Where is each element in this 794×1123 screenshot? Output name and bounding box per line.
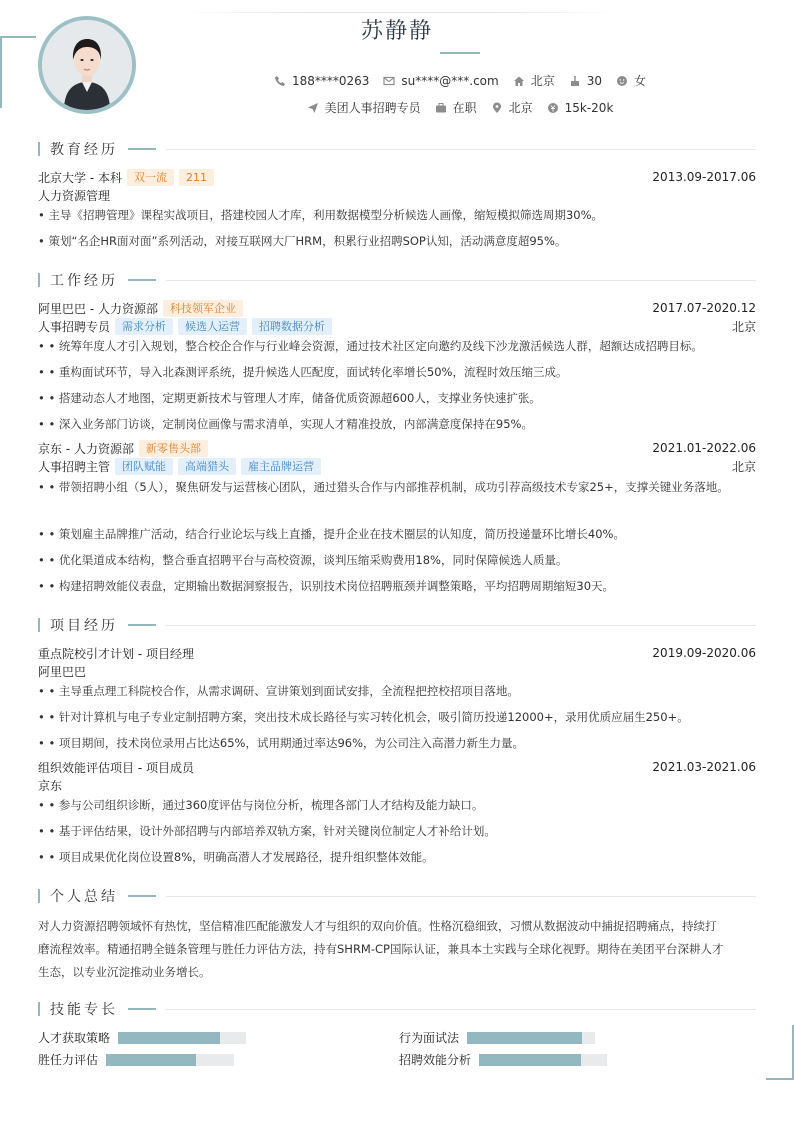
work-header: [38, 271, 756, 289]
job-bullet: • • 统筹年度人才引入规划，整合校企合作与行业峰会资源，通过技术社区定向邀约及线下沙龙激活候选人群，超额达成招聘目标。: [38, 339, 703, 353]
section-bar: [38, 889, 40, 903]
job-location: 北京: [731, 459, 756, 474]
project-bullet: • • 基于评估结果，设计外部招聘与内部培养双轨方案，针对关键岗位制定人才补给计划。: [38, 824, 496, 838]
email-item: [383, 72, 498, 89]
job-position: 人事招聘主管: [38, 459, 111, 474]
section-dash: [128, 895, 156, 897]
skills-header: [38, 1000, 756, 1018]
skill-name: 行为面试法: [399, 1031, 460, 1045]
section-divider: [166, 149, 756, 150]
project-bullet: • • 针对计算机与电子专业定制招聘方案，突出技术成长路径与实习转化机会，吸引简历投递12000+，录用优质应届生250+。: [38, 710, 689, 724]
gender-item: [616, 72, 646, 89]
education-section: [38, 140, 756, 252]
salary-item: [547, 99, 614, 116]
city-text: 北京: [530, 74, 555, 88]
section-title: 个人总结: [50, 889, 118, 905]
age-item: [569, 72, 602, 89]
job-bullet: • • 深入业务部门访谈，定制岗位画像与需求清单，实现人才精准投放，内部满意度保持在95%。: [38, 417, 533, 431]
job-intent-row: [0, 99, 794, 116]
education-period: 2013.09-2017.06: [652, 170, 756, 184]
company-tag: 科技领军企业: [163, 300, 243, 317]
job-bullet: • • 搭建动态人才地图，定期更新技术与管理人才库，储备优质资源超600人，支撑业务快速扩张。: [38, 391, 541, 405]
cake-icon: [569, 75, 581, 87]
project-title-row: [38, 644, 756, 662]
skill-tag: 团队赋能: [115, 458, 173, 475]
section-title: 教育经历: [50, 142, 118, 158]
home-icon: [513, 75, 525, 87]
project-org: 阿里巴巴: [38, 664, 87, 679]
project-period: 2021.03-2021.06: [652, 760, 756, 774]
money-icon: [547, 102, 559, 114]
project-name: 组织效能评估项目 - 项目成员: [38, 760, 194, 775]
school-tag: 双一流: [127, 169, 174, 186]
skill-tag: 候选人运营: [178, 318, 247, 335]
skill-name: 胜任力评估: [38, 1053, 99, 1067]
job-bullet: • • 重构面试环节，导入北森测评系统，提升候选人匹配度，面试转化率增长50%，流程时效压缩三成。: [38, 365, 568, 379]
phone-item: [274, 72, 369, 89]
project-name: 重点院校引才计划 - 项目经理: [38, 646, 194, 661]
skill-bar-track: [479, 1054, 607, 1066]
education-bullet: • 主导《招聘管理》课程实战项目，搭建校园人才库，利用数据模型分析候选人画像，缩短模拟筛选周期30%。: [38, 208, 604, 222]
company-name: 阿里巴巴 - 人力资源部: [38, 301, 158, 316]
gender-text: 女: [634, 74, 647, 88]
projects-section: [38, 616, 756, 870]
section-dash: [128, 1008, 156, 1010]
skill-bar-fill: [479, 1054, 581, 1066]
section-dash: [128, 148, 156, 150]
projects-header: [38, 616, 756, 634]
section-divider: [166, 896, 756, 897]
section-bar: [38, 273, 40, 287]
status-text: 在职: [452, 101, 477, 115]
email-icon: [383, 75, 395, 87]
summary-header: [38, 887, 756, 905]
skill-bar-fill: [467, 1032, 582, 1044]
project-bullet: • • 项目期间，技术岗位录用占比达65%，试用期通过率达96%，为公司注入高潜力新生力量。: [38, 736, 525, 750]
project-bullet: • • 参与公司组织诊断，通过360度评估与岗位分析，梳理各部门人才结构及能力缺口。: [38, 798, 484, 812]
target-job-item: [307, 99, 421, 116]
section-bar: [38, 618, 40, 632]
email-text: su****@***.com: [401, 73, 499, 88]
skill-item: [399, 1051, 607, 1068]
send-icon: [307, 102, 319, 114]
skill-bar-track: [467, 1032, 595, 1044]
job-bullet: • • 优化渠道成本结构，整合垂直招聘平台与高校资源，谈判压缩采购费用18%，同时保障候选人质量。: [38, 553, 568, 567]
project-org: 京东: [38, 778, 63, 793]
skill-tag: 高端猎头: [178, 458, 236, 475]
skill-bar-track: [118, 1032, 246, 1044]
city-item: [513, 72, 555, 89]
project-title-row: [38, 758, 756, 776]
skill-bar-fill: [118, 1032, 220, 1044]
skill-tag: 招聘数据分析: [252, 318, 332, 335]
education-header: [38, 140, 756, 158]
skills-section: [38, 1000, 756, 1072]
target-job-text: 美团人事招聘专员: [324, 101, 421, 115]
skill-item: [399, 1029, 595, 1046]
skill-bar-track: [106, 1054, 234, 1066]
section-title: 工作经历: [50, 273, 118, 289]
project-bullet: • • 主导重点理工科院校合作，从需求调研、宣讲策划到面试安排，全流程把控校招项目落地。: [38, 684, 519, 698]
target-city-text: 北京: [508, 101, 533, 115]
job-company-row: [38, 299, 756, 317]
education-school-row: [38, 168, 756, 186]
phone-text: 188****0263: [291, 73, 370, 88]
section-dash: [128, 624, 156, 626]
briefcase-icon: [435, 102, 447, 114]
section-divider: [166, 1009, 756, 1010]
location-pin-icon: [491, 102, 503, 114]
job-bullet: • • 策划雇主品牌推广活动，结合行业论坛与线上直播，提升企业在技术圈层的认知度，简历投递量环比增长40%。: [38, 527, 625, 541]
company-tag: 新零售头部: [139, 440, 208, 457]
project-period: 2019.09-2020.06: [652, 646, 756, 660]
header-top-line: [180, 12, 620, 13]
section-divider: [166, 625, 756, 626]
summary-line: 磨流程效率。精通招聘全链条管理与胜任力评估方法，持有SHRM-CP国际认证，兼具本土实践与全球化视野。期待在美团平台深耕人才: [38, 942, 724, 956]
target-city-item: [491, 99, 533, 116]
school-tag: 211: [179, 169, 214, 186]
corner-decoration-bottom-right: [766, 1025, 794, 1080]
job-location: 北京: [731, 319, 756, 334]
age-text: 30: [586, 73, 603, 88]
school-name: 北京大学 - 本科: [38, 170, 122, 185]
phone-icon: [274, 75, 286, 87]
skill-item: [38, 1051, 234, 1068]
project-bullet: • • 项目成果优化岗位设置8%，明确高潜人才发展路径，提升组织整体效能。: [38, 850, 434, 864]
summary-section: [38, 887, 756, 983]
job-position-row: [38, 457, 756, 475]
section-title: 技能专长: [50, 1002, 118, 1018]
salary-text: 15k-20k: [564, 100, 614, 115]
skill-bar-fill: [106, 1054, 196, 1066]
skill-item: [38, 1029, 246, 1046]
skill-tag: 需求分析: [115, 318, 173, 335]
company-name: 京东 - 人力资源部: [38, 441, 134, 456]
section-bar: [38, 1002, 40, 1016]
face-icon: [616, 75, 628, 87]
work-section: [38, 271, 756, 601]
major-name: 人力资源管理: [38, 188, 111, 203]
skill-tag: 雇主品牌运营: [241, 458, 321, 475]
candidate-name: 苏静静: [360, 19, 433, 44]
section-title: 项目经历: [50, 618, 118, 634]
section-bar: [38, 142, 40, 156]
summary-line: 生态，以专业沉淀推动业务增长。: [38, 965, 211, 979]
job-period: 2017.07-2020.12: [652, 301, 756, 315]
job-period: 2021.01-2022.06: [652, 441, 756, 455]
status-item: [435, 99, 477, 116]
section-dash: [128, 279, 156, 281]
skill-name: 人才获取策略: [38, 1031, 111, 1045]
summary-line: 对人力资源招聘领域怀有热忱，坚信精准匹配能激发人才与组织的双向价值。性格沉稳细致，习惯从数据波动中捕捉招聘痛点，持续打: [38, 919, 717, 933]
job-bullet: • • 带领招聘小组（5人），聚焦研发与运营核心团队，通过猎头合作与内部推荐机制，成功引荐高级技术专家25+，支撑关键业务落地。: [38, 480, 729, 494]
education-bullet: • 策划“名企HR面对面”系列活动，对接互联网大厂HRM，积累行业招聘SOP认知，活动满意度超95%。: [38, 234, 567, 248]
section-divider: [166, 280, 756, 281]
job-company-row: [38, 439, 756, 457]
summary-paragraph: [38, 915, 756, 984]
contact-info-row: [0, 72, 794, 89]
job-bullet: • • 构建招聘效能仪表盘，定期输出数据洞察报告，识别技术岗位招聘瓶颈并调整策略，平均招聘周期缩短30天。: [38, 579, 615, 593]
skill-name: 招聘效能分析: [399, 1053, 472, 1067]
name-underline: [440, 52, 480, 54]
job-position: 人事招聘专员: [38, 319, 111, 334]
